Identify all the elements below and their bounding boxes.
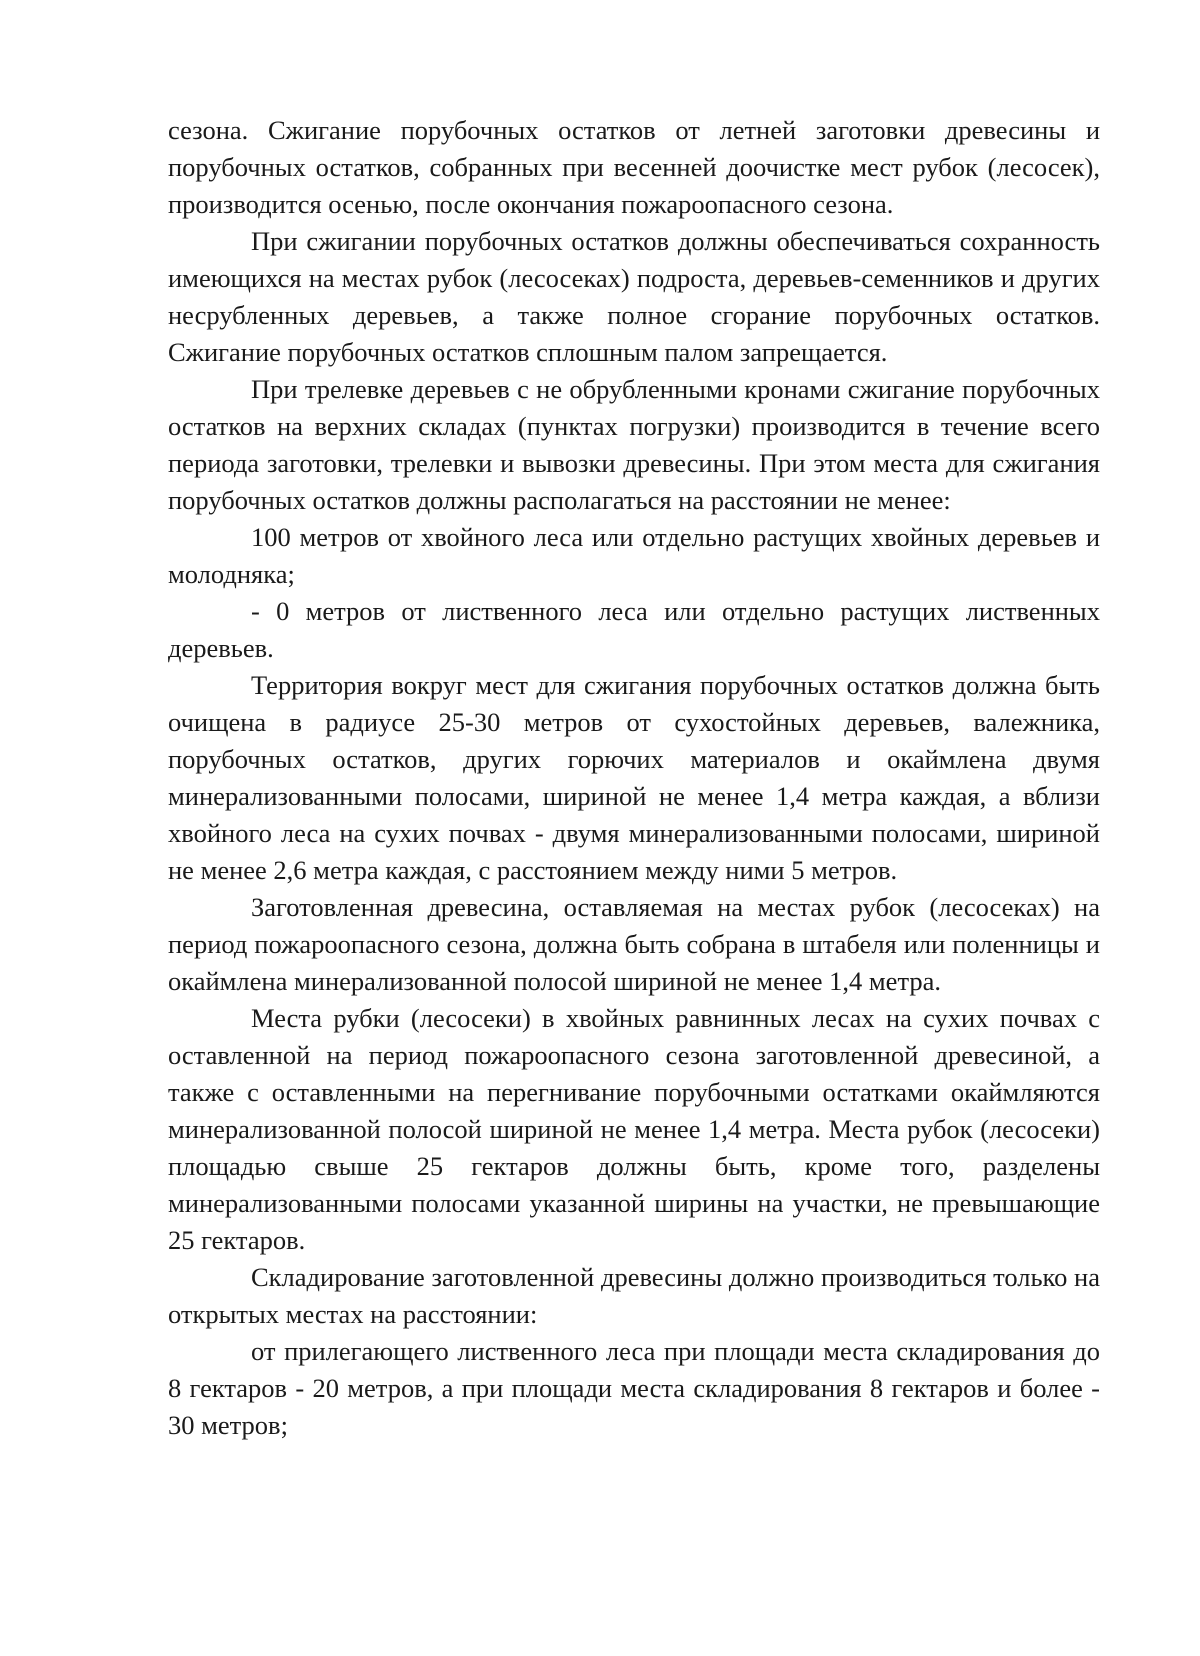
- paragraph-8: Места рубки (лесосеки) в хвойных равнинных лесах на сухих почвах с оставленной на период пожароопасного сезона заготовленной древесиной, а также с оставленными на перегнивание порубочными остатками окаймляются минерализованной полосой шириной не менее 1,4 метра. Места рубок (лесосеки) площадью свыше 25 гектаров должны быть, кроме того, разделены минерализованными полосами указанной ширины на участки, не превышающие 25 гектаров.: [168, 1003, 1100, 1255]
- paragraph-10: от прилегающего лиственного леса при площади места складирования до 8 гектаров - 20 метров, а при площади места складирования 8 гектаров и более - 30 метров;: [168, 1336, 1100, 1440]
- paragraph-9: Складирование заготовленной древесины должно производиться только на открытых местах на расстоянии:: [168, 1262, 1100, 1329]
- paragraph-2: При сжигании порубочных остатков должны обеспечиваться сохранность имеющихся на местах рубок (лесосеках) подроста, деревьев-семенников и других несрубленных деревьев, а также полное сгорание порубочных остатков. Сжигание порубочных остатков сплошным палом запрещается.: [168, 226, 1100, 367]
- paragraph-7: Заготовленная древесина, оставляемая на местах рубок (лесосеках) на период пожароопасного сезона, должна быть собрана в штабеля или поленницы и окаймлена минерализованной полосой шириной не менее 1,4 метра.: [168, 892, 1100, 996]
- paragraph-4: 100 метров от хвойного леса или отдельно растущих хвойных деревьев и молодняка;: [168, 522, 1100, 589]
- document-page: [168, 112, 1100, 1444]
- paragraph-5: - 0 метров от лиственного леса или отдельно растущих лиственных деревьев.: [168, 596, 1100, 663]
- paragraph-3: При трелевке деревьев с не обрубленными кронами сжигание порубочных остатков на верхних складах (пунктах погрузки) производится в течение всего периода заготовки, трелевки и вывозки древесины. При этом места для сжигания порубочных остатков должны располагаться на расстоянии не менее:: [168, 374, 1100, 515]
- paragraph-6: Территория вокруг мест для сжигания порубочных остатков должна быть очищена в радиусе 25-30 метров от сухостойных деревьев, валежника, порубочных остатков, других горючих материалов и окаймлена двумя минерализованными полосами, шириной не менее 1,4 метра каждая, а вблизи хвойного леса на сухих почвах - двумя минерализованными полосами, шириной не менее 2,6 метра каждая, с расстоянием между ними 5 метров.: [168, 670, 1100, 885]
- paragraph-1: сезона. Сжигание порубочных остатков от летней заготовки древесины и порубочных остатков, собранных при весенней доочистке мест рубок (лесосек), производится осенью, после окончания пожароопасного сезона.: [168, 115, 1100, 219]
